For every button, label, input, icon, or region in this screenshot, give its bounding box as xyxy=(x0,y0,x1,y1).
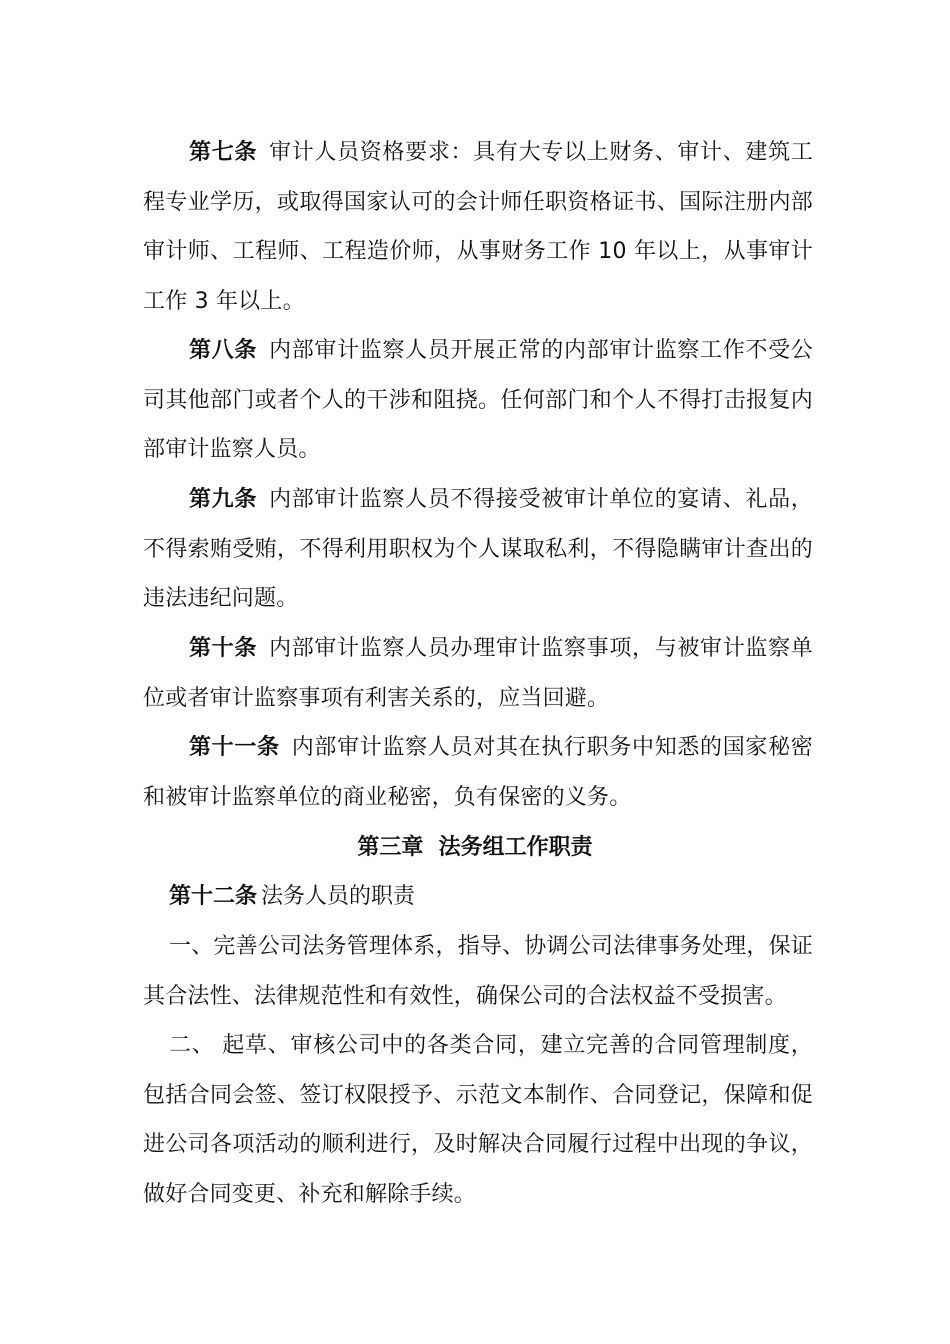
article-label: 第八条 xyxy=(189,338,258,363)
article-12-heading xyxy=(169,872,415,922)
article-label: 第九条 xyxy=(189,487,258,512)
article-10 xyxy=(143,624,813,723)
article-text: 内部审计监察人员办理审计监察事项，与被审计监察单位或者审计监察事项有利害关系的，应当回避。 xyxy=(143,636,813,711)
article-text: 审计人员资格要求：具有大专以上财务、审计、建筑工程专业学历，或取得国家认可的会计师任职资格证书、国际注册内部审计师、工程师、工程造价师，从事财务工作 10 年以上，从事审计工作 3 年以上。 xyxy=(143,140,813,314)
article-label: 第十二条 xyxy=(169,884,258,909)
chapter-title: 法务组工作职责 xyxy=(438,835,593,860)
article-label: 第七条 xyxy=(189,140,258,165)
article-text: 内部审计监察人员对其在执行职务中知悉的国家秘密和被审计监察单位的商业秘密，负有保密的义务。 xyxy=(143,735,813,810)
article-9 xyxy=(143,475,813,624)
duty-item-1: 一、完善公司法务管理体系，指导、协调公司法律事务处理，保证其合法性、法律规范性和有效性，确保公司的合法权益不受损害。 xyxy=(143,934,813,1009)
article-text: 内部审计监察人员开展正常的内部审计监察工作不受公司其他部门或者个人的干涉和阻挠。任何部门和个人不得打击报复内部审计监察人员。 xyxy=(143,338,813,462)
article-text: 法务人员的职责 xyxy=(261,884,416,909)
article-label: 第十一条 xyxy=(189,735,280,760)
article-11 xyxy=(143,723,813,822)
article-7 xyxy=(143,128,813,326)
chapter-heading xyxy=(0,823,950,873)
duty-item-2: 二、 起草、审核公司中的各类合同，建立完善的合同管理制度，包括合同会签、签订权限授予、示范文本制作、合同登记，保障和促进公司各项活动的顺利进行，及时解决合同履行过程中出现的争议，做好合同变更、补充和解除手续。 xyxy=(143,1033,813,1207)
article-8 xyxy=(143,326,813,475)
article-text: 内部审计监察人员不得接受被审计单位的宴请、礼品，不得索贿受贿，不得利用职权为个人谋取私利，不得隐瞒审计查出的违法违纪问题。 xyxy=(143,487,813,611)
chapter-number: 第三章 xyxy=(357,835,424,860)
article-label: 第十条 xyxy=(189,636,258,661)
